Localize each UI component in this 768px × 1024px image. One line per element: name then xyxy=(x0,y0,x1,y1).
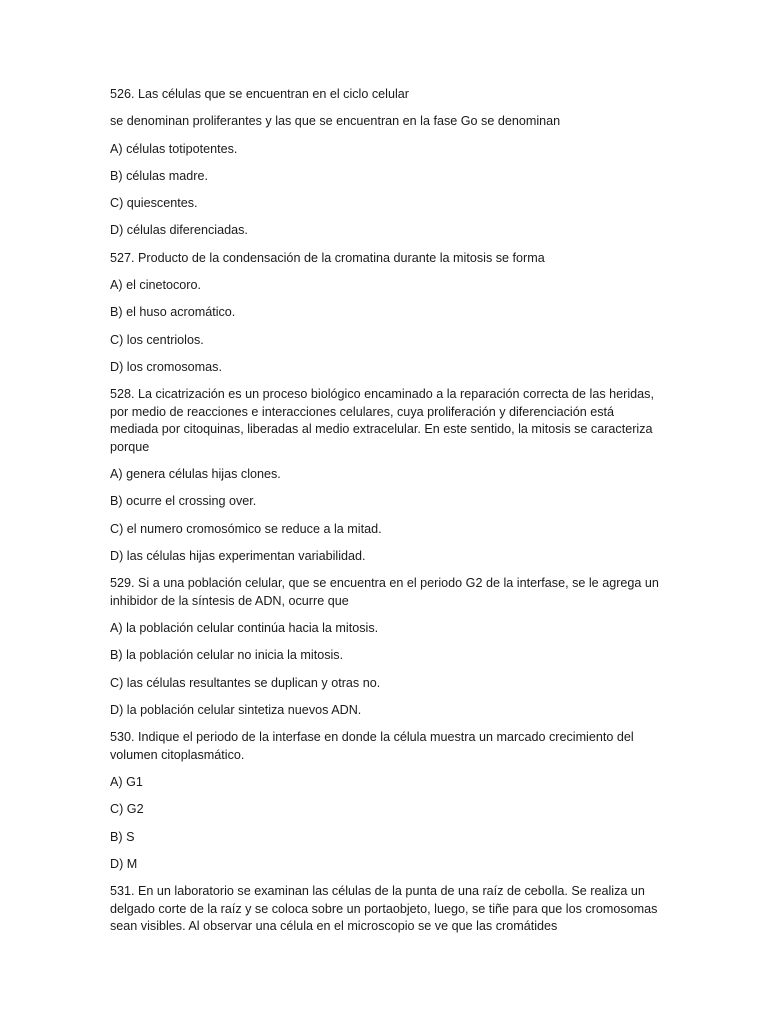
question-530-option-a: A) G1 xyxy=(110,775,143,790)
question-531-stem: 531. En un laboratorio se examinan las células de la punta de una raíz de cebolla. Se realiza un delgado corte de la raíz y se coloca sobre un portaobjeto, luego, se tiñe para que los cromosomas sean visibles. Al observar una célula en el microscopio se ve que las cromátides xyxy=(110,884,658,934)
question-529-stem: 529. Si a una población celular, que se encuentra en el periodo G2 de la interfase, se le agrega un inhibidor de la síntesis de ADN, ocurre que xyxy=(110,576,659,608)
question-528-option-c: C) el numero cromosómico se reduce a la mitad. xyxy=(110,521,382,536)
question-528-stem: 528. La cicatrización es un proceso biológico encaminado a la reparación correcta de las heridas, por medio de reacciones e interacciones celulares, cuya proliferación y diferenciación está mediada por citoquinas, liberadas al medio extracelular. En este sentido, la mitosis se caracteriza porque xyxy=(110,387,654,454)
question-529-option-c: C) las células resultantes se duplican y otras no. xyxy=(110,675,381,690)
question-526-option-d: D) células diferenciadas. xyxy=(110,223,248,238)
question-527-option-b: B) el huso acromático. xyxy=(110,305,236,320)
question-527-option-c: C) los centriolos. xyxy=(110,332,204,347)
question-526-stem-line2: se denominan proliferantes y las que se encuentran en la fase Go se denominan xyxy=(110,114,561,129)
question-526-option-b: B) células madre. xyxy=(110,168,208,183)
question-527-option-d: D) los cromosomas. xyxy=(110,359,222,374)
question-530-option-c: C) G2 xyxy=(110,802,144,817)
question-530-option-d: D) M xyxy=(110,856,138,871)
question-527-stem: 527. Producto de la condensación de la cromatina durante la mitosis se forma xyxy=(110,250,545,265)
question-529-option-a: A) la población celular continúa hacia la mitosis. xyxy=(110,621,379,636)
question-526-option-c: C) quiescentes. xyxy=(110,196,198,211)
question-528-option-d: D) las células hijas experimentan variabilidad. xyxy=(110,548,366,563)
question-526-option-a: A) células totipotentes. xyxy=(110,141,238,156)
document-page xyxy=(110,86,660,946)
question-530-stem: 530. Indique el periodo de la interfase en donde la célula muestra un marcado crecimiento del volumen citoplasmático. xyxy=(110,730,634,762)
question-526-stem-line1: 526. Las células que se encuentran en el ciclo celular xyxy=(110,87,409,101)
question-528-option-a: A) genera células hijas clones. xyxy=(110,467,281,482)
question-530-option-b: B) S xyxy=(110,829,135,844)
question-529-option-d: D) la población celular sintetiza nuevos ADN. xyxy=(110,702,362,717)
question-528-option-b: B) ocurre el crossing over. xyxy=(110,494,257,509)
question-529-option-b: B) la población celular no inicia la mitosis. xyxy=(110,648,344,663)
question-527-option-a: A) el cinetocoro. xyxy=(110,278,201,293)
